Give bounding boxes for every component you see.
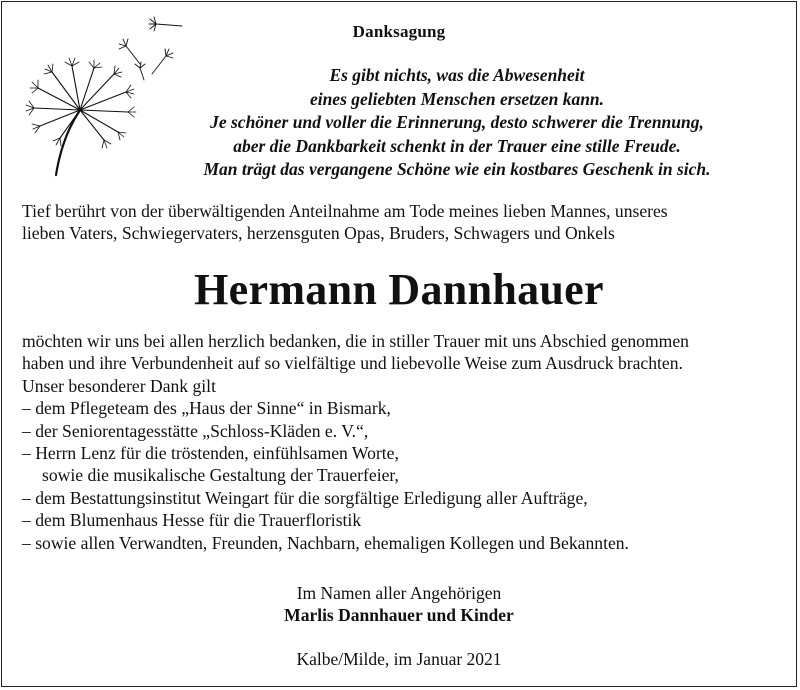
body-line: möchten wir uns bei allen herzlich bedanken, die in stiller Trauer mit uns Abschied genommen bbox=[22, 331, 689, 351]
body-line: haben und ihre Verbundenheit auf so vielfältige und liebevolle Weise zum Ausdruck brachten. bbox=[22, 353, 683, 374]
heading: Danksagung bbox=[352, 22, 446, 41]
thanks-list-item: – Herrn Lenz für die tröstenden, einfühlsamen Worte, bbox=[22, 443, 399, 464]
place-date: Kalbe/Milde, im Januar 2021 bbox=[296, 649, 502, 669]
intro-line: Tief berührt von der überwältigenden Anteilnahme am Tode meines lieben Mannes, unseres bbox=[22, 201, 668, 221]
signature-block bbox=[2, 582, 796, 626]
deceased-name: Hermann Dannhauer bbox=[194, 265, 604, 314]
poem-line: Man trägt das vergangene Schöne wie ein kostbares Geschenk in sich. bbox=[203, 159, 711, 179]
signer-name: Marlis Dannhauer und Kinder bbox=[284, 605, 514, 625]
body-line: Unser besonderer Dank gilt bbox=[22, 375, 216, 396]
thanks-list-item-continuation: sowie die musikalische Gestaltung der Trauerfeier, bbox=[42, 465, 399, 486]
poem-line: eines geliebten Menschen ersetzen kann. bbox=[309, 88, 605, 109]
poem-line: Es gibt nichts, was die Abwesenheit bbox=[329, 65, 585, 85]
obituary-card bbox=[1, 1, 797, 687]
thanks-text bbox=[22, 330, 782, 554]
thanks-list-item: – dem Bestattungsinstitut Weingart für die sorgfältige Erledigung aller Aufträge, bbox=[22, 487, 588, 508]
poem-line: aber die Dankbarkeit schenkt in der Trauer eine stille Freude. bbox=[233, 135, 681, 156]
poem bbox=[132, 64, 782, 182]
poem-line: Je schöner und voller die Erinnerung, desto schwerer die Trennung, bbox=[210, 112, 704, 132]
thanks-list-item: – sowie allen Verwandten, Freunden, Nachbarn, ehemaligen Kollegen und Bekannten. bbox=[22, 532, 629, 553]
signature-line: Im Namen aller Angehörigen bbox=[296, 583, 502, 603]
intro-text bbox=[22, 200, 778, 244]
intro-line: lieben Vaters, Schwiegervaters, herzensguten Opas, Bruders, Schwagers und Onkels bbox=[22, 223, 615, 243]
thanks-list-item: – dem Pflegeteam des „Haus der Sinne“ in Bismark, bbox=[22, 398, 391, 419]
thanks-list-item: – dem Blumenhaus Hesse für die Trauerfloristik bbox=[22, 510, 362, 531]
thanks-list-item: – der Seniorentagesstätte „Schloss-Kläden e. V.“, bbox=[22, 420, 369, 441]
